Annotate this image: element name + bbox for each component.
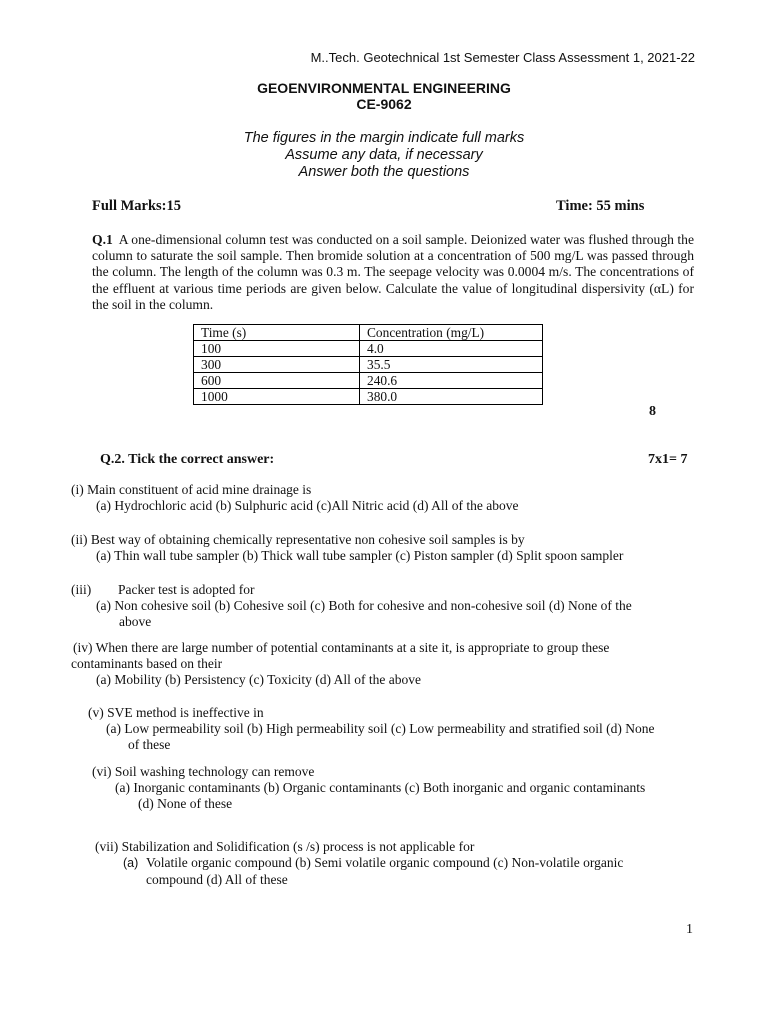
table-cell: 1000 (194, 389, 360, 405)
concentration-table (193, 324, 543, 405)
table-cell: 600 (194, 373, 360, 389)
table-cell: 300 (194, 357, 360, 373)
mcq-question-cont: contaminants based on their (71, 656, 223, 671)
time-allowed: Time: 55 mins (556, 198, 645, 214)
full-marks: Full Marks:15 (92, 198, 182, 214)
instruction-line: Answer both the questions (298, 164, 470, 180)
table-cell: 4.0 (360, 341, 543, 357)
mcq-question: (i) Main constituent of acid mine drainage is (71, 482, 312, 497)
question-2-marks: 7x1= 7 (648, 452, 688, 467)
mcq-options: (a) Inorganic contaminants (b) Organic contaminants (c) Both inorganic and organic contaminants (115, 780, 646, 795)
mcq-option-label: (a) (123, 856, 139, 870)
question-1-marks: 8 (649, 404, 656, 419)
table-header-cell: Concentration (mg/L) (360, 325, 543, 341)
mcq-question: (v) SVE method is ineffective in (88, 705, 264, 720)
question-1-label: Q.1 (92, 232, 113, 247)
question-2-heading: Q.2. Tick the correct answer: (100, 452, 275, 467)
mcq-question: Packer test is adopted for (118, 582, 255, 597)
page-header: M..Tech. Geotechnical 1st Semester Class Assessment 1, 2021-22 (310, 50, 695, 65)
mcq-options: (a) Mobility (b) Persistency (c) Toxicity (d) All of the above (96, 672, 421, 687)
question-1 (92, 232, 694, 313)
table-row (194, 373, 543, 389)
table-row (194, 341, 543, 357)
mcq-options-cont: above (119, 614, 152, 629)
mcq-question: (vi) Soil washing technology can remove (92, 764, 315, 779)
mcq-options: (a) Non cohesive soil (b) Cohesive soil (c) Both for cohesive and non-cohesive soil (d) None of the (96, 598, 632, 613)
mcq-number: (iii) (71, 582, 92, 597)
table-cell: 100 (194, 341, 360, 357)
mcq-options: (a) Hydrochloric acid (b) Sulphuric acid (c)All Nitric acid (d) All of the above (96, 498, 519, 513)
table-cell: 380.0 (360, 389, 543, 405)
mcq-options-cont: compound (d) All of these (146, 872, 288, 887)
mcq-options: (a) Thin wall tube sampler (b) Thick wall tube sampler (c) Piston sampler (d) Split spoon sampler (96, 548, 624, 563)
table-row (194, 357, 543, 373)
page-number: 1 (686, 922, 693, 937)
instruction-line: The figures in the margin indicate full marks (243, 130, 525, 146)
question-1-text: A one-dimensional column test was conducted on a soil sample. Deionized water was flushed through the column to saturate the soil sample. Then bromide solution at a concentration of 500 mg/L was passed through the column. The length of the column was 0.3 m. The seepage velocity was 0.0004 m/s. The concentrations of the effluent at various time periods are given below. Calculate the value of longitudinal dispersivity (αL) for the soil in the column. (92, 232, 694, 312)
course-title: GEOENVIRONMENTAL ENGINEERING (257, 80, 511, 96)
mcq-question: (ii) Best way of obtaining chemically representative non cohesive soil samples is by (71, 532, 525, 547)
table-row (194, 389, 543, 405)
table-header-row (194, 325, 543, 341)
mcq-options: Volatile organic compound (b) Semi volatile organic compound (c) Non-volatile organic (146, 855, 624, 870)
table-cell: 240.6 (360, 373, 543, 389)
course-code: CE-9062 (356, 96, 412, 112)
mcq-options-cont: (d) None of these (138, 796, 233, 811)
table-header-cell: Time (s) (194, 325, 360, 341)
mcq-options: (a) Low permeability soil (b) High permeability soil (c) Low permeability and stratified soil (d) None (106, 721, 655, 736)
table-cell: 35.5 (360, 357, 543, 373)
mcq-question: (vii) Stabilization and Solidification (s /s) process is not applicable for (95, 839, 475, 854)
mcq-options-cont: of these (128, 737, 171, 752)
instruction-line: Assume any data, if necessary (285, 147, 483, 163)
mcq-question: (iv) When there are large number of potential contaminants at a site it, is appropriate to group these (73, 640, 610, 655)
